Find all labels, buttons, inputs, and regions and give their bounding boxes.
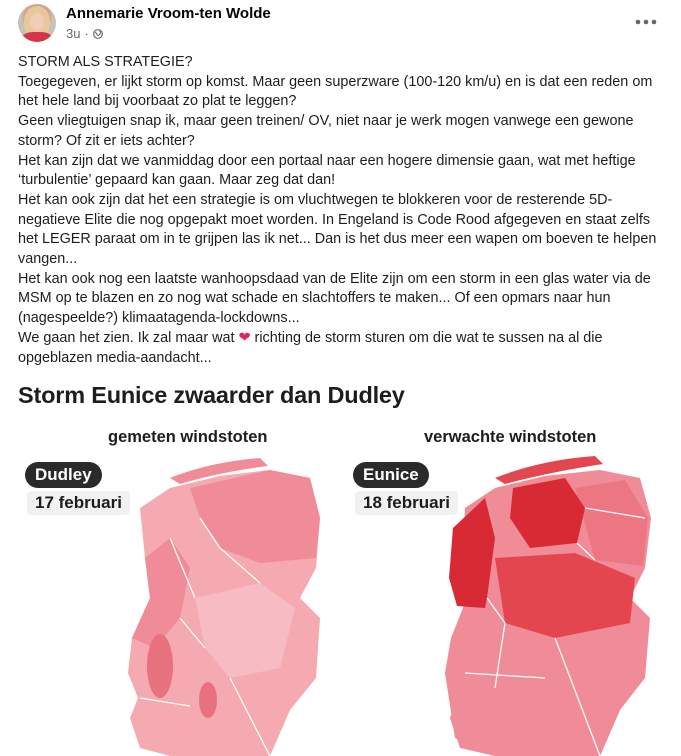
post-heading: STORM ALS STRATEGIE?: [18, 54, 193, 70]
eunice-badge: Eunice: [353, 462, 429, 488]
hotspot-b: [199, 682, 217, 718]
post-paragraph-last: We gaan het zien. Ik zal maar wat ❤ richting de storm sturen om die wat te sussen na al die opgeblazen media-aandacht...: [18, 329, 603, 366]
post-paragraph: Het kan ook zijn dat het een strategie is om vluchtwegen te blokkeren voor de resterende 5D-negatieve Elite die nog opgepakt moet worden. In Engeland is Code Rood afgegeven en staat zelfs het LEGER paraat om in te grijpen las ik net... Dan is het dus meer een wapen om boeven te helpen vangen...: [18, 191, 657, 268]
globe-icon: [93, 29, 103, 39]
avatar[interactable]: [18, 4, 56, 42]
post-paragraph: Toegegeven, er lijkt storm op komst. Maar geen superzware (100-120 km/u) en is dat een reden om het hele land bij voorbaat zo plat te leggen?: [18, 73, 653, 110]
hotspot-a: [147, 634, 173, 698]
post-paragraph: Geen vliegtuigen snap ik, maar geen treinen/ OV, niet naar je werk mogen vanwege een gewone storm? Of zit er iets achter?: [18, 113, 634, 149]
post-time[interactable]: 3u: [66, 26, 81, 41]
post-paragraph: Het kan zijn dat we vanmiddag door een portaal naar een hogere dimensie gaan, wat met heftige ‘turbulentie’ gepaard kan gaan. Maar zeg dat dan!: [18, 152, 636, 189]
south-region: [445, 628, 635, 756]
post-paragraph: Het kan ook nog een laatste wanhoopsdaad van de Elite zijn om een storm in een glas water via de MSM op te blazen en zo nog wat schade en slachtoffers te maken... Of een opmars naar hun (nagespeelde?) klimaatagenda-lockdowns...: [18, 270, 651, 327]
author-name[interactable]: Annemarie Vroom-ten Wolde: [66, 5, 271, 22]
meta-separator: ·: [84, 26, 89, 41]
post-body: [18, 53, 670, 368]
right-map-label: verwachte windstoten: [424, 428, 597, 446]
eunice-date: 18 februari: [355, 491, 458, 515]
storm-comparison-image[interactable]: [0, 378, 681, 756]
post-meta: [66, 26, 103, 41]
post-header: [0, 0, 681, 48]
heart-icon: ❤: [238, 329, 251, 346]
figure-title: Storm Eunice zwaarder dan Dudley: [18, 382, 405, 408]
left-map-label: gemeten windstoten: [108, 428, 268, 446]
dudley-date: 17 februari: [27, 491, 130, 515]
dudley-badge: Dudley: [25, 462, 102, 488]
more-options-icon[interactable]: [632, 12, 660, 32]
